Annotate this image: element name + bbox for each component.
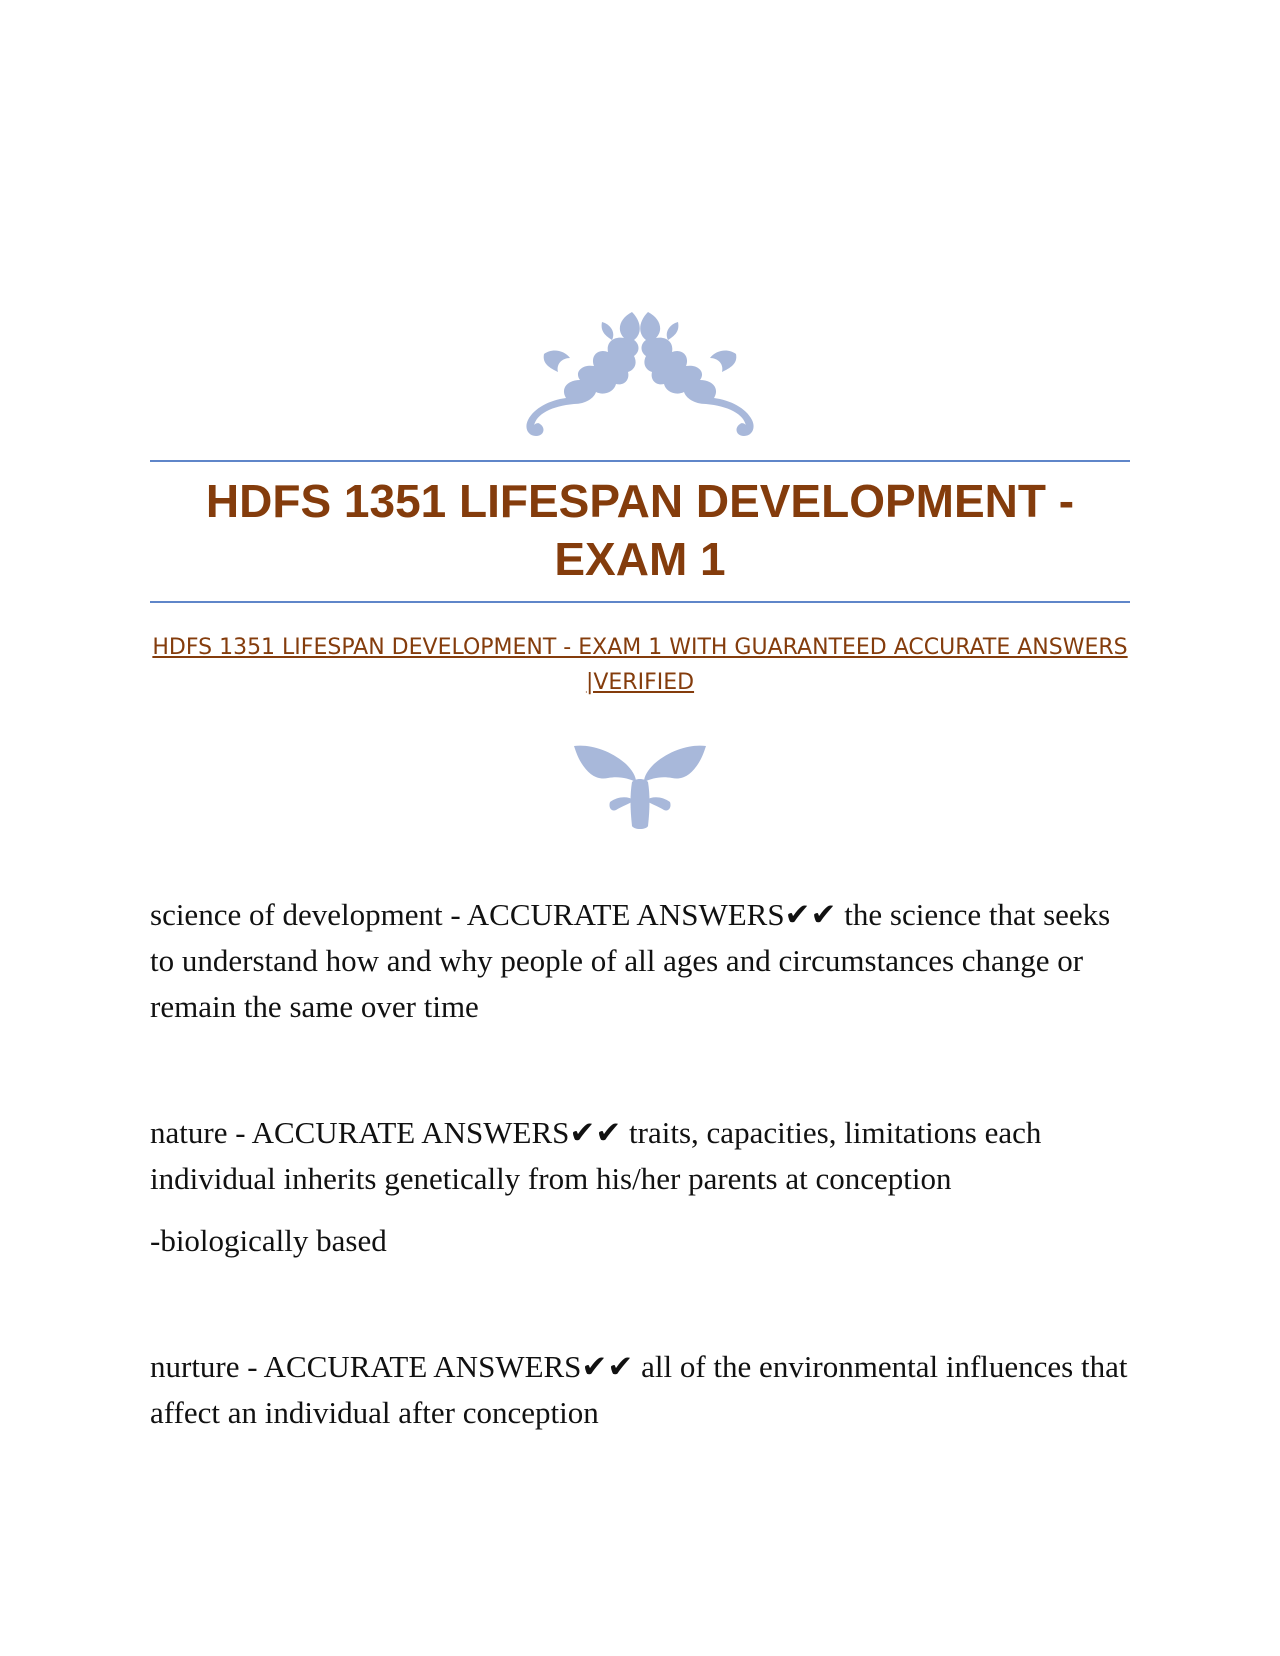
title-rule-top [150,460,1130,462]
entry-nature: nature - ACCURATE ANSWERS✔✔ traits, capacities, limitations each individual inherits genetically from his/her parents at conception [150,1115,1042,1196]
entry-science-of-development: science of development - ACCURATE ANSWERS✔✔ the science that seeks to understand how and why people of all ages and circumstances change or remain the same over time [150,897,1111,1024]
document-subtitle: HDFS 1351 LIFESPAN DEVELOPMENT - EXAM 1 WITH GUARANTEED ACCURATE ANSWERS |VERIFIED [152,635,1128,695]
entry-nurture: nurture - ACCURATE ANSWERS✔✔ all of the environmental influences that affect an individual after conception [150,1349,1128,1430]
floral-ornament-icon [520,308,760,438]
entry-nature-note: -biologically based [150,1223,387,1258]
document-title: HDFS 1351 LIFESPAN DEVELOPMENT - EXAM 1 [205,475,1075,585]
leaf-ornament-icon [570,742,710,832]
title-rule-bottom [150,601,1130,603]
